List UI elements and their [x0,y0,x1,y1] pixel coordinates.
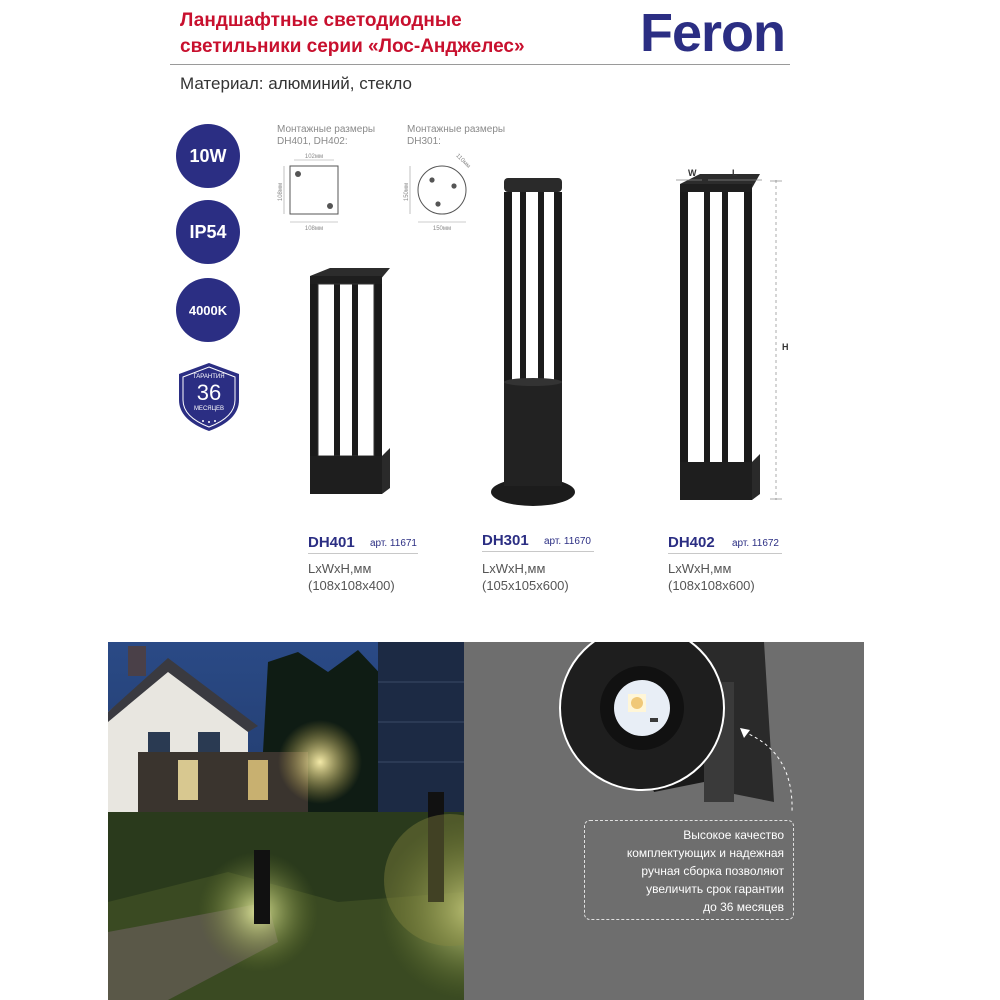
product-dims-value: (105x105x600) [482,578,569,593]
warranty-bottom-label: МЕСЯЦЕВ [193,406,225,412]
square-bottom-dim: 108мм [304,226,324,232]
round-diag-dim: 110мм [454,152,472,170]
dh401-lamp-image [300,266,396,506]
callout-line: ручная сборка позволяют [641,864,784,878]
product-article-dh401: арт. 11671 [370,538,417,549]
product-dims-value: (108x108x400) [308,578,395,593]
round-bottom-dim: 150мм [432,226,452,232]
product-model-dh301: DH301 [482,532,529,549]
mounting-label-round [407,124,527,148]
title-divider [170,64,790,65]
dim-w-label: W [688,168,697,178]
callout-line: до 36 месяцев [703,900,784,914]
product-model-dh402: DH402 [668,534,715,551]
product-dims-label: LxWxH,мм [482,561,546,576]
title-line-2: светильники серии «Лос-Анджелес» [180,36,525,57]
mounting-label-square-line2: DH401, DH402: [277,136,348,147]
brand-logo: Feron [640,3,786,63]
dim-h-label: H [782,342,789,352]
quality-callout-text [588,826,784,916]
round-mounting-diagram [402,152,478,236]
square-side-dim: 108мм [278,182,284,202]
product-divider [668,553,782,554]
warranty-top-label: ГАРАНТИЯ [193,374,225,380]
power-badge: 10W [176,124,240,188]
product-divider [308,553,418,554]
callout-line: комплектующих и надежная [626,846,784,860]
callout-line: Высокое качество [683,828,784,842]
title-line-1: Ландшафтные светодиодные [180,10,462,31]
product-dims-dh402 [668,560,755,594]
ip-rating-badge: IP54 [176,200,240,264]
color-temperature-badge: 4000K [176,278,240,342]
product-dims-dh401 [308,560,395,594]
dh402-lamp-image [672,160,772,510]
dim-l-label: L [732,168,738,178]
material-text: Материал: алюминий, стекло [180,74,412,93]
dh301-lamp-image [486,174,582,510]
mounting-label-square [277,124,397,148]
product-dims-value: (108x108x600) [668,578,755,593]
mounting-label-round-line1: Монтажные размеры [407,124,506,135]
product-model-dh401: DH401 [308,534,355,551]
product-article-dh301: арт. 11670 [544,536,591,547]
callout-line: увеличить срок гарантии [646,882,784,896]
mounting-label-square-line1: Монтажные размеры [277,124,376,135]
night-garden-photo [108,642,464,1000]
product-divider [482,551,594,552]
product-article-dh402: арт. 11672 [732,538,779,549]
product-dims-dh301 [482,560,569,594]
square-top-dim: 102мм [304,154,324,160]
page-title [180,8,620,60]
mounting-label-round-line2: DH301: [407,136,441,147]
warranty-number: 36 [196,380,222,405]
round-side-dim: 150мм [404,182,410,202]
square-mounting-diagram [276,152,346,236]
height-dimension-line [770,180,782,500]
product-dims-label: LxWxH,мм [668,561,732,576]
product-dims-label: LxWxH,мм [308,561,372,576]
